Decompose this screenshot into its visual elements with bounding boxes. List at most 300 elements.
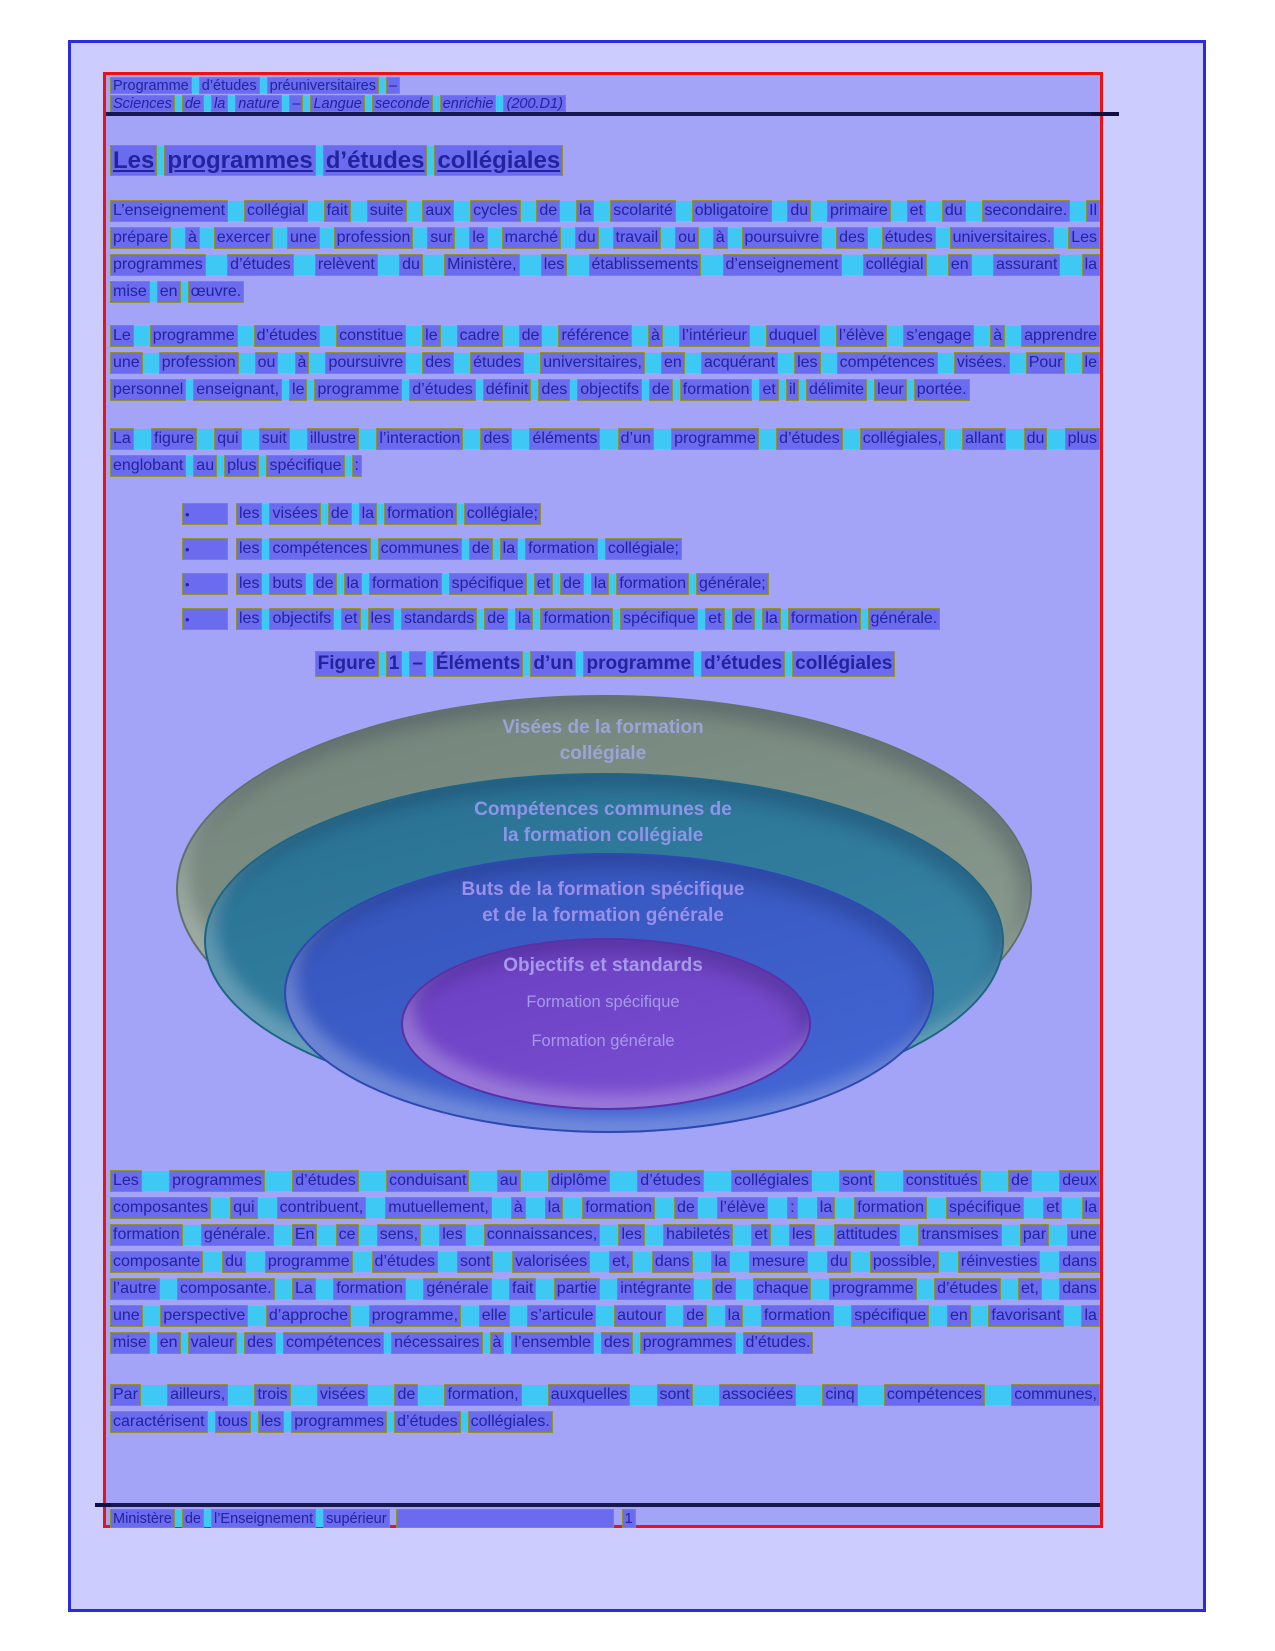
- ocr-word-box: la: [344, 573, 362, 595]
- ocr-word-box: d’études: [199, 77, 260, 94]
- word-gap: [929, 1306, 947, 1326]
- ocr-word-box: en: [157, 1332, 181, 1354]
- word-gap: [204, 96, 211, 111]
- ocr-word-box: collégial: [863, 254, 927, 276]
- ocr-word-box: dans: [1059, 1278, 1100, 1300]
- figure-caption: [110, 651, 1100, 677]
- ocr-word-box: associées: [719, 1384, 796, 1406]
- word-gap: [496, 96, 503, 111]
- ocr-word-box: études: [470, 352, 524, 374]
- ocr-word-box: scolarité: [610, 200, 676, 222]
- ocr-word-box: Ministère: [110, 1509, 175, 1528]
- word-gap: [366, 1198, 385, 1218]
- ocr-word-box: assurant: [993, 254, 1060, 276]
- word-gap: [262, 574, 269, 594]
- word-gap: [469, 1171, 496, 1191]
- ocr-word-box: de: [313, 573, 337, 595]
- word-gap: [466, 1225, 484, 1245]
- ocr-word-box: composantes: [110, 1197, 211, 1219]
- bullet-marker-icon: •: [182, 573, 228, 595]
- ocr-word-box: compétences: [283, 1332, 384, 1354]
- ocr-word-box: de: [394, 1384, 418, 1406]
- word-gap: [200, 228, 214, 248]
- word-gap: [317, 1225, 335, 1245]
- ocr-word-box: universitaires.: [950, 227, 1055, 249]
- word-gap: [278, 353, 294, 373]
- word-gap: [181, 282, 188, 302]
- ocr-word-box: secondaire.: [982, 200, 1071, 222]
- word-gap: [633, 1333, 640, 1353]
- ocr-word-box: sur: [427, 227, 455, 249]
- ocr-word-box: formation: [680, 379, 753, 401]
- ocr-word-box: en: [661, 352, 685, 374]
- ocr-word-box: :: [787, 1197, 797, 1219]
- ocr-word-box: La: [110, 428, 134, 450]
- ocr-word-box: programme: [314, 379, 402, 401]
- ocr-word-box: les: [258, 1411, 284, 1433]
- ocr-word-box: mise: [110, 1332, 150, 1354]
- word-gap: [248, 1306, 266, 1326]
- label-buts: [353, 877, 853, 929]
- word-gap: [689, 574, 696, 594]
- word-gap: [861, 609, 868, 629]
- ocr-word-box: collégiales: [792, 651, 895, 677]
- word-gap: [875, 1171, 902, 1191]
- word-gap: [630, 1385, 656, 1405]
- ocr-word-box: à: [713, 227, 728, 249]
- word-gap: [316, 146, 323, 175]
- word-gap: [203, 1252, 222, 1272]
- ocr-word-box: programme: [265, 1251, 353, 1273]
- ocr-word-box: ce: [336, 1224, 359, 1246]
- ocr-word-box: la: [817, 1197, 835, 1219]
- ocr-word-box: l’autre: [110, 1278, 160, 1300]
- word-gap: [730, 1252, 749, 1272]
- word-gap: [781, 609, 788, 629]
- word-gap: [851, 1252, 870, 1272]
- word-gap: [533, 609, 540, 629]
- ocr-word-box: connaissances,: [484, 1224, 600, 1246]
- word-gap: [418, 1385, 444, 1405]
- word-gap: [306, 574, 313, 594]
- ocr-word-box: les: [236, 503, 262, 525]
- ocr-word-box: fait: [509, 1278, 536, 1300]
- word-gap: [743, 1306, 761, 1326]
- word-gap: [308, 201, 324, 221]
- label-line: Compétences communes de: [474, 799, 732, 820]
- ocr-word-box: des: [244, 1332, 276, 1354]
- ocr-word-box: trois: [254, 1384, 290, 1406]
- ocr-word-box: les: [368, 608, 394, 630]
- ocr-word-box: –: [386, 77, 400, 94]
- word-gap: [645, 353, 661, 373]
- ocr-word-box: mutuellement,: [385, 1197, 492, 1219]
- ocr-word-box: (200.D1): [503, 95, 565, 112]
- ocr-word-box: prépare: [110, 227, 171, 249]
- word-gap: [666, 1306, 684, 1326]
- ocr-word-box: du: [399, 254, 423, 276]
- ocr-word-box: des: [601, 1332, 633, 1354]
- word-gap: [938, 353, 954, 373]
- ocr-word-box: il: [786, 379, 799, 401]
- ocr-word-box: fait: [324, 200, 351, 222]
- bullet-text: [236, 538, 682, 560]
- ocr-word-box: visées.: [954, 352, 1010, 374]
- word-gap: [251, 1412, 258, 1432]
- word-gap: [476, 380, 483, 400]
- ocr-word-box: Éléments: [433, 651, 523, 677]
- ocr-word-box: générale.: [868, 608, 941, 630]
- word-gap: [150, 282, 157, 302]
- ocr-word-box: obligatoire: [692, 200, 772, 222]
- ocr-word-box: éléments: [529, 428, 600, 450]
- ocr-word-box: apprendre: [1021, 325, 1100, 347]
- word-gap: [891, 201, 907, 221]
- ocr-word-box: :: [352, 455, 362, 477]
- bullet-list: [110, 503, 1100, 643]
- word-gap: [307, 380, 314, 400]
- word-gap: [1005, 326, 1021, 346]
- word-gap: [796, 1385, 822, 1405]
- ocr-word-box: aux: [422, 200, 454, 222]
- crop-mark-right: [1091, 112, 1119, 116]
- ocr-word-box: les: [439, 1224, 465, 1246]
- page-header: [110, 77, 1100, 113]
- word-gap: [596, 1306, 614, 1326]
- word-gap: [438, 1252, 457, 1272]
- ocr-word-box: les: [618, 1224, 644, 1246]
- ocr-word-box: la: [1082, 254, 1100, 276]
- ocr-word-box: en: [948, 254, 972, 276]
- ocr-word-box: formation: [788, 608, 861, 630]
- word-gap: [1060, 255, 1081, 275]
- ocr-word-box: de: [712, 1278, 736, 1300]
- word-gap: [262, 504, 269, 524]
- ocr-word-box: compétences: [269, 538, 370, 560]
- word-gap: [282, 96, 289, 111]
- word-gap: [584, 574, 591, 594]
- word-gap: [488, 228, 502, 248]
- word-gap: [359, 1171, 386, 1191]
- label-line: Objectifs et standards: [503, 955, 703, 976]
- ocr-word-box: études: [882, 227, 936, 249]
- word-gap: [378, 255, 399, 275]
- word-gap: [379, 652, 386, 676]
- word-gap: [520, 255, 541, 275]
- ocr-word-box: partie: [554, 1278, 600, 1300]
- ocr-word-box: diplôme: [548, 1170, 610, 1192]
- word-gap: [183, 1225, 201, 1245]
- word-gap: [181, 1333, 188, 1353]
- ocr-word-box: les: [236, 573, 262, 595]
- ocr-word-box: Pour: [1026, 352, 1066, 374]
- word-gap: [171, 228, 185, 248]
- ocr-word-box: programme,: [369, 1305, 461, 1327]
- word-gap: [208, 1412, 215, 1432]
- page-footer: [110, 1509, 636, 1528]
- ocr-word-box: cadre: [457, 325, 503, 347]
- ocr-word-box: composante: [110, 1251, 203, 1273]
- ocr-word-box: formation: [333, 1278, 406, 1300]
- ocr-word-box: mise: [110, 281, 150, 303]
- ocr-word-box: poursuivre: [742, 227, 823, 249]
- bullet-text: [236, 503, 541, 525]
- ocr-word-box: Programme: [110, 77, 192, 94]
- ocr-word-box: spécifique: [449, 573, 527, 595]
- bullet-item: [182, 608, 1100, 630]
- word-gap: [917, 1279, 934, 1299]
- word-gap: [778, 353, 794, 373]
- ocr-word-box: acquérant: [701, 352, 778, 374]
- ocr-word-box: possible,: [870, 1251, 939, 1273]
- ocr-word-box: la: [711, 1251, 729, 1273]
- ocr-word-box: et,: [609, 1251, 633, 1273]
- word-gap: [542, 326, 558, 346]
- ocr-word-box: compétences: [837, 352, 938, 374]
- word-gap: [524, 353, 540, 373]
- word-gap: [927, 255, 948, 275]
- word-gap: [673, 380, 680, 400]
- crop-mark-left: [95, 1503, 111, 1507]
- ocr-word-box: les: [236, 538, 262, 560]
- word-gap: [290, 429, 307, 449]
- word-gap: [351, 201, 367, 221]
- word-gap: [143, 1306, 161, 1326]
- word-gap: [779, 380, 786, 400]
- paragraph-1: [110, 200, 1100, 308]
- ocr-word-box: cycles: [470, 200, 520, 222]
- bullet-marker-icon: •: [182, 538, 228, 560]
- word-gap: [521, 1171, 548, 1191]
- bullet-text: [236, 608, 940, 630]
- word-gap: [1040, 1252, 1059, 1272]
- ocr-word-box: à: [185, 227, 200, 249]
- word-gap: [567, 255, 588, 275]
- word-gap: [1054, 228, 1068, 248]
- word-gap: [442, 574, 449, 594]
- ocr-word-box: objectifs: [577, 379, 642, 401]
- word-gap: [503, 326, 519, 346]
- ocr-word-box: et: [759, 379, 778, 401]
- word-gap: [725, 609, 732, 629]
- ocr-word-box: qui: [230, 1197, 257, 1219]
- word-gap: [526, 1198, 545, 1218]
- ocr-word-box: formation: [384, 503, 457, 525]
- ocr-word-box: et,: [1018, 1278, 1042, 1300]
- ocr-word-box: personnel: [110, 379, 186, 401]
- word-gap: [563, 1198, 582, 1218]
- word-gap: [1032, 1171, 1059, 1191]
- word-gap: [521, 201, 537, 221]
- word-gap: [242, 429, 259, 449]
- ocr-word-box: programme: [671, 428, 759, 450]
- word-gap: [402, 652, 409, 676]
- word-gap: [217, 456, 224, 476]
- word-gap: [273, 228, 287, 248]
- word-gap: [352, 504, 359, 524]
- ocr-word-box: duquel: [766, 325, 820, 347]
- ocr-word-box: et: [705, 608, 724, 630]
- word-gap: [974, 326, 990, 346]
- ocr-word-box: formation: [525, 538, 598, 560]
- word-gap: [345, 456, 352, 476]
- ocr-word-box: programme: [150, 325, 238, 347]
- ocr-word-box: nécessaires: [391, 1332, 482, 1354]
- word-gap: [799, 380, 806, 400]
- ocr-word-box: attitudes: [834, 1224, 900, 1246]
- word-gap: [362, 574, 369, 594]
- ocr-word-box: le: [1082, 352, 1100, 374]
- paragraph-5: [110, 1384, 1100, 1438]
- ocr-word-box: supérieur: [323, 1509, 389, 1528]
- ocr-word-box: poursuivre: [325, 352, 406, 374]
- ocr-word-box: contribuent,: [277, 1197, 367, 1219]
- word-gap: [820, 326, 836, 346]
- ocr-word-box: collégiales,: [860, 428, 945, 450]
- ocr-word-box: leur: [874, 379, 907, 401]
- ocr-word-box: l’intérieur: [679, 325, 750, 347]
- ocr-word-box: 1: [386, 651, 403, 677]
- ocr-word-box: générale: [423, 1278, 491, 1300]
- ocr-word-box: favorisant: [988, 1305, 1063, 1327]
- word-gap: [228, 1385, 254, 1405]
- ocr-word-box: Langue: [310, 95, 364, 112]
- ocr-word-box: programme: [829, 1278, 917, 1300]
- ocr-word-box: visées: [269, 503, 320, 525]
- word-gap: [406, 1279, 423, 1299]
- word-gap: [303, 96, 310, 111]
- word-gap: [402, 380, 409, 400]
- word-gap: [206, 255, 227, 275]
- ocr-word-box: l’ensemble: [511, 1332, 593, 1354]
- word-gap: [600, 1279, 617, 1299]
- ocr-word-box: formation,: [444, 1384, 521, 1406]
- ocr-word-box: constitue: [336, 325, 406, 347]
- word-gap: [981, 1171, 1008, 1191]
- ocr-word-box: exercer: [214, 227, 273, 249]
- ocr-word-box: générale.: [201, 1224, 274, 1246]
- word-gap: [945, 429, 962, 449]
- word-gap: [985, 1385, 1011, 1405]
- ocr-word-box: deux: [1059, 1170, 1100, 1192]
- ocr-word-box: et: [341, 608, 360, 630]
- ocr-word-box: le: [469, 227, 487, 249]
- ocr-word-box: la: [211, 95, 228, 112]
- ocr-word-box: d’approche: [266, 1305, 351, 1327]
- word-gap: [320, 326, 336, 346]
- ocr-word-box: une: [110, 352, 143, 374]
- bullet-item: [182, 538, 1100, 560]
- ocr-word-box: formation: [540, 608, 613, 630]
- ocr-word-box: référence: [558, 325, 632, 347]
- ocr-word-box: Figure: [315, 651, 379, 677]
- word-gap: [320, 228, 334, 248]
- word-gap: [594, 1333, 601, 1353]
- word-gap: [361, 609, 368, 629]
- word-gap: [560, 201, 576, 221]
- word-gap: [413, 228, 427, 248]
- ocr-word-box: spécifique: [946, 1197, 1024, 1219]
- ocr-word-box: mesure: [749, 1251, 808, 1273]
- ocr-word-box: tous: [215, 1411, 251, 1433]
- ocr-word-box: allant: [962, 428, 1006, 450]
- word-gap: [239, 353, 255, 373]
- word-gap: [141, 1385, 167, 1405]
- word-gap: [461, 1412, 468, 1432]
- ocr-word-box: sens,: [377, 1224, 421, 1246]
- word-gap: [406, 353, 422, 373]
- label-sub-line: Formation spécifique: [526, 993, 680, 1011]
- ocr-word-box: la: [1082, 1197, 1100, 1219]
- ocr-word-box: la: [1081, 1305, 1099, 1327]
- word-gap: [262, 539, 269, 559]
- word-gap: [276, 1333, 283, 1353]
- word-gap: [265, 1171, 292, 1191]
- ocr-word-box: suite: [367, 200, 407, 222]
- ocr-word-box: l’élève: [836, 325, 887, 347]
- word-gap: [1002, 1225, 1020, 1245]
- bullet-item: [182, 573, 1100, 595]
- word-gap: [359, 429, 376, 449]
- word-gap: [492, 1198, 511, 1218]
- word-gap: [142, 1171, 169, 1191]
- ocr-word-box: des: [538, 379, 570, 401]
- word-gap: [1064, 1306, 1082, 1326]
- word-gap: [610, 1171, 637, 1191]
- ocr-word-box: des: [480, 428, 512, 450]
- word-gap: [371, 539, 378, 559]
- ocr-word-box: œuvre.: [188, 281, 245, 303]
- word-gap: [237, 1333, 244, 1353]
- ocr-word-box: d’études: [934, 1278, 1001, 1300]
- word-gap: [421, 1225, 439, 1245]
- ocr-word-box: une: [1067, 1224, 1100, 1246]
- ocr-word-box: des: [836, 227, 868, 249]
- ocr-word-box: d’études: [701, 651, 785, 677]
- label-line: collégiale: [559, 743, 647, 764]
- word-gap: [704, 1171, 731, 1191]
- ocr-word-box: valeur: [188, 1332, 238, 1354]
- ocr-word-box: autour: [614, 1305, 665, 1327]
- ocr-word-box: programmes: [291, 1411, 387, 1433]
- word-gap: [377, 504, 384, 524]
- word-gap: [887, 326, 903, 346]
- word-gap: [972, 255, 993, 275]
- ocr-word-box: valorisées: [512, 1251, 590, 1273]
- figure-diagram: [106, 695, 1100, 1147]
- ocr-word-box: au: [193, 455, 217, 477]
- ocr-word-box: conduisant: [386, 1170, 469, 1192]
- ocr-word-box: communes,: [1011, 1384, 1100, 1406]
- ocr-word-box: du: [827, 1251, 851, 1273]
- word-gap: [808, 1252, 827, 1272]
- ocr-word-box: plus: [1065, 428, 1100, 450]
- ocr-word-box: spécifique: [620, 608, 698, 630]
- word-gap: [204, 1510, 211, 1527]
- ocr-word-box: du: [787, 200, 811, 222]
- ocr-word-box: Il: [1086, 200, 1100, 222]
- ocr-word-box: réinvesties: [958, 1251, 1040, 1273]
- ocr-word-box: programmes: [169, 1170, 265, 1192]
- word-gap: [134, 429, 151, 449]
- ocr-word-box: sont: [457, 1251, 493, 1273]
- word-gap: [600, 429, 617, 449]
- word-gap: [811, 201, 827, 221]
- paragraph-4: [110, 1170, 1100, 1359]
- word-gap: [768, 1198, 787, 1218]
- word-gap: [150, 1333, 157, 1353]
- word-gap: [1049, 1225, 1067, 1245]
